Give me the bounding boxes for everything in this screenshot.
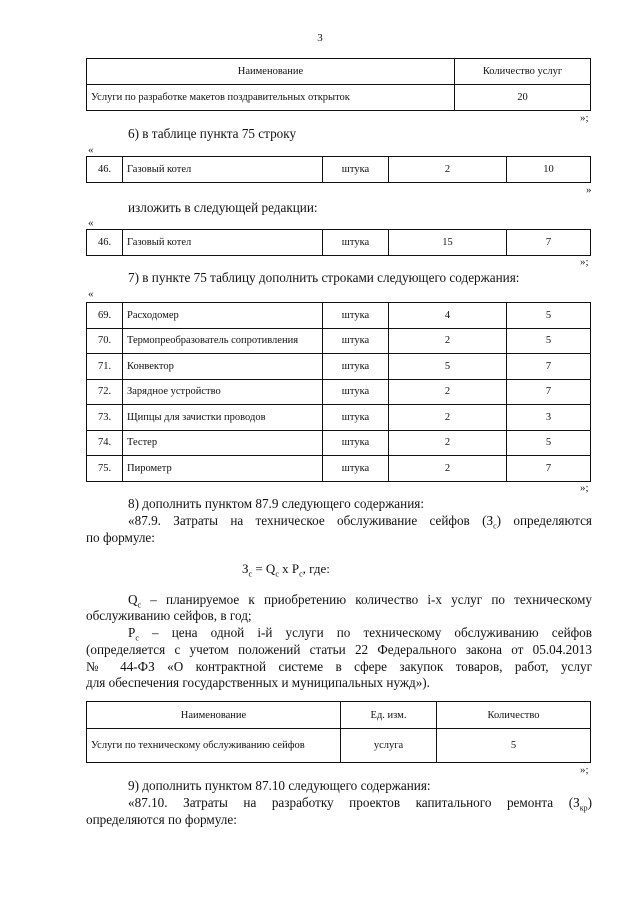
- cell-name: Услуги по разработке макетов поздравительных открыток: [87, 85, 455, 111]
- p879-line-2: по формуле:: [86, 530, 155, 545]
- p8710-line-1: «87.10. Затраты на разработку проектов капитального ремонта $(З_{кр})$: [128, 795, 592, 813]
- closing-quote: »: [586, 184, 592, 196]
- cell-term: 7: [507, 230, 591, 256]
- cell-quantity: 15: [389, 230, 507, 256]
- cell-name: Термопреобразователь сопротивления: [123, 328, 323, 354]
- table-row: [87, 354, 591, 380]
- table-row: [87, 328, 591, 354]
- qc-definition-line-2: обслуживанию сейфов, в год;: [86, 608, 252, 623]
- cell-term: 3: [507, 405, 591, 431]
- opening-quote: «: [88, 217, 94, 229]
- cell-unit: услуга: [341, 729, 437, 763]
- cell-term: 7: [507, 354, 591, 380]
- cell-unit: штука: [323, 405, 389, 431]
- cell-term: 5: [507, 303, 591, 329]
- edit-intro: изложить в следующей редакции:: [128, 200, 318, 215]
- cell-unit: штука: [323, 230, 389, 256]
- cell-term: 5: [507, 328, 591, 354]
- table-row: [87, 729, 591, 763]
- header-name: Наименование: [87, 702, 341, 729]
- table-row: [87, 303, 591, 329]
- cell-unit: штука: [323, 303, 389, 329]
- opening-quote: «: [88, 288, 94, 300]
- table-design-services: [86, 58, 591, 111]
- item-7-intro: 7) в пункте 75 таблицу дополнить строками следующего содержания:: [128, 270, 520, 285]
- table-row: [87, 456, 591, 482]
- cell-name: Газовый котел: [123, 230, 323, 256]
- header-unit: Ед. изм.: [341, 702, 437, 729]
- pc-definition-line-2: (определяется с учетом положений статьи 22 Федерального закона от 05.04.2013: [86, 642, 592, 657]
- qc-definition-line-1: $Q_с$ – планируемое к приобретению количество i-х услуг по техническому: [128, 592, 592, 610]
- cell-quantity: 2: [389, 430, 507, 456]
- cell-quantity: 4: [389, 303, 507, 329]
- cell-unit: штука: [323, 430, 389, 456]
- cell-number: 70.: [87, 328, 123, 354]
- cell-name: Тестер: [123, 430, 323, 456]
- formula-zc: $З_с = Q_с$ x $P_с$, где:: [242, 561, 330, 579]
- cell-number: 72.: [87, 379, 123, 405]
- item-6-intro: 6) в таблице пункта 75 строку: [128, 126, 297, 141]
- table-row: [87, 157, 591, 183]
- cell-name: Зарядное устройство: [123, 379, 323, 405]
- table-row: [87, 430, 591, 456]
- page-number: 3: [317, 32, 323, 44]
- cell-unit: штука: [323, 157, 389, 183]
- cell-quantity: 2: [389, 157, 507, 183]
- pc-definition-line-4: для обеспечения государственных и муниципальных нужд»).: [86, 675, 430, 690]
- cell-quantity: 5: [389, 354, 507, 380]
- item-8-intro: 8) дополнить пунктом 87.9 следующего содержания:: [128, 496, 425, 511]
- cell-number: 73.: [87, 405, 123, 431]
- cell-unit: штука: [323, 354, 389, 380]
- table-row: [87, 230, 591, 256]
- header-name: Наименование: [87, 59, 455, 85]
- cell-quantity: 2: [389, 379, 507, 405]
- table-header-row: [87, 702, 591, 729]
- closing-quote: »;: [580, 482, 589, 494]
- cell-number: 46.: [87, 157, 123, 183]
- table-row: [87, 379, 591, 405]
- cell-number: 46.: [87, 230, 123, 256]
- cell-quantity: 5: [437, 729, 591, 763]
- closing-quote: »;: [580, 764, 589, 776]
- cell-quantity: 2: [389, 456, 507, 482]
- cell-quantity: 2: [389, 328, 507, 354]
- table-row: [87, 405, 591, 431]
- cell-unit: штука: [323, 379, 389, 405]
- cell-name: Газовый котел: [123, 157, 323, 183]
- table-new-row: [86, 229, 591, 256]
- cell-number: 74.: [87, 430, 123, 456]
- cell-term: 7: [507, 379, 591, 405]
- cell-term: 5: [507, 430, 591, 456]
- cell-term: 7: [507, 456, 591, 482]
- table-header-row: [87, 59, 591, 85]
- cell-unit: штука: [323, 456, 389, 482]
- cell-unit: штука: [323, 328, 389, 354]
- cell-name: Пирометр: [123, 456, 323, 482]
- p879-line-1: «87.9. Затраты на техническое обслуживание сейфов $(З_с)$ определяются: [128, 513, 592, 531]
- closing-quote: »;: [580, 112, 589, 124]
- cell-name: Щипцы для зачистки проводов: [123, 405, 323, 431]
- header-quantity: Количество: [437, 702, 591, 729]
- item-9-intro: 9) дополнить пунктом 87.10 следующего содержания:: [128, 778, 431, 793]
- cell-term: 10: [507, 157, 591, 183]
- p8710-line-2: определяются по формуле:: [86, 812, 237, 827]
- cell-name: Конвектор: [123, 354, 323, 380]
- cell-number: 75.: [87, 456, 123, 482]
- cell-number: 69.: [87, 303, 123, 329]
- cell-name: Услуги по техническому обслуживанию сейфов: [87, 729, 341, 763]
- table-added-rows: [86, 302, 591, 482]
- table-safe-maintenance: [86, 701, 591, 763]
- cell-number: 71.: [87, 354, 123, 380]
- pc-definition-line-1: $P_с$ – цена одной i-й услуги по техническому обслуживанию сейфов: [128, 625, 592, 643]
- table-row: [87, 85, 591, 111]
- cell-name: Расходомер: [123, 303, 323, 329]
- closing-quote: »;: [580, 256, 589, 268]
- pc-definition-line-3: № 44-ФЗ «О контрактной системе в сфере закупок товаров, работ, услуг: [86, 659, 592, 674]
- cell-quantity: 20: [455, 85, 591, 111]
- opening-quote: «: [88, 144, 94, 156]
- cell-quantity: 2: [389, 405, 507, 431]
- header-quantity: Количество услуг: [455, 59, 591, 85]
- table-old-row: [86, 156, 591, 183]
